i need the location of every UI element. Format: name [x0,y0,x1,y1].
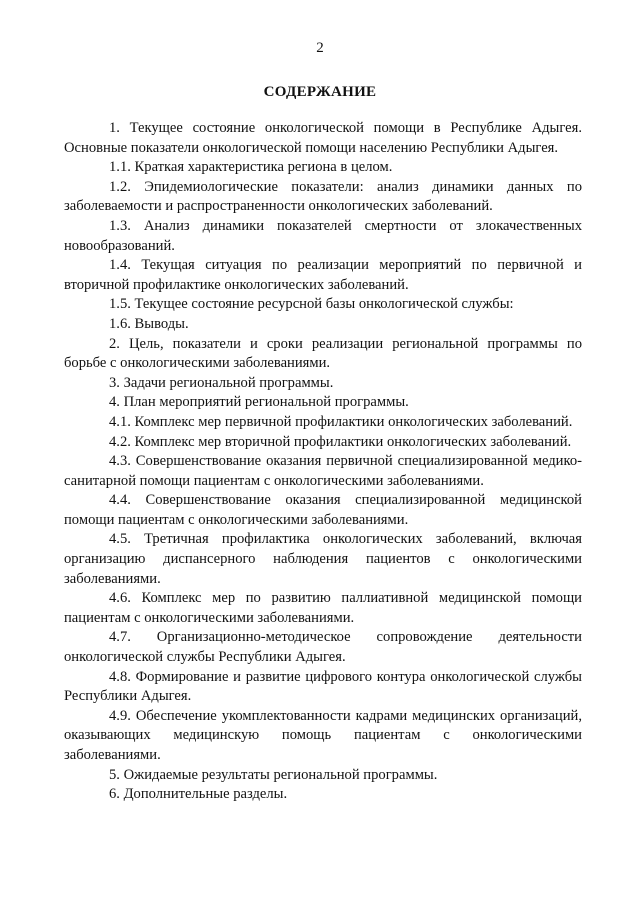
toc-item: 4.7. Организационно-методическое сопровождение деятельности онкологической службы Республики Адыгея. [64,629,582,666]
toc-item: 4.1. Комплекс мер первичной профилактики онкологических заболеваний. [109,413,573,430]
toc-item: 4.4. Совершенствование оказания специализированной медицинской помощи пациентам с онкологическими заболеваниями. [64,492,582,528]
toc-item: 1.3. Анализ динамики показателей смертности от злокачественных новообразований. [64,217,582,254]
toc-item: 1.2. Эпидемиологические показатели: анализ динамики данных по заболеваемости и распространенности онкологических заболеваний. [64,178,582,215]
toc-item: 1.6. Выводы. [109,315,189,332]
toc-item: 1.5. Текущее состояние ресурсной базы онкологической службы: [109,296,514,313]
toc-item: 4.3. Совершенствование оказания первичной специализированной медико-санитарной помощи пациентам с онкологическими заболеваниями. [64,453,582,489]
toc-item: 3. Задачи региональной программы. [109,374,334,391]
toc-item: 5. Ожидаемые результаты региональной программы. [109,766,438,783]
toc-item: 4.2. Комплекс мер вторичной профилактики онкологических заболеваний. [109,433,572,450]
toc-item: 4. План мероприятий региональной программы. [109,394,409,411]
toc-item: 4.8. Формирование и развитие цифрового контура онкологической службы Республики Адыгея. [64,668,582,705]
table-of-contents [64,119,582,805]
page-number: 2 [316,40,324,56]
toc-item: 4.5. Третичная профилактика онкологических заболеваний, включая организацию диспансерного наблюдения пациентов с онкологическими заболеваниями. [64,531,582,587]
toc-item: 1. Текущее состояние онкологической помощи в Республике Адыгея. Основные показатели онкологической помощи населению Республики Адыгея. [64,120,582,156]
toc-item: 4.6. Комплекс мер по развитию паллиативной медицинской помощи пациентам с онкологическими заболеваниями. [64,590,582,626]
toc-item: 1.4. Текущая ситуация по реализации мероприятий по первичной и вторичной профилактике онкологических заболеваний. [64,257,582,293]
toc-item: 2. Цель, показатели и сроки реализации региональной программы по борьбе с онкологическими заболеваниями. [64,335,582,372]
document-title: СОДЕРЖАНИЕ [263,84,377,100]
toc-item: 1.1. Краткая характеристика региона в целом. [109,159,393,176]
toc-item: 6. Дополнительные разделы. [109,786,288,803]
toc-item: 4.9. Обеспечение укомплектованности кадрами медицинских организаций, оказывающих медицинскую помощь пациентам с онкологическими заболеваниями. [64,707,582,763]
